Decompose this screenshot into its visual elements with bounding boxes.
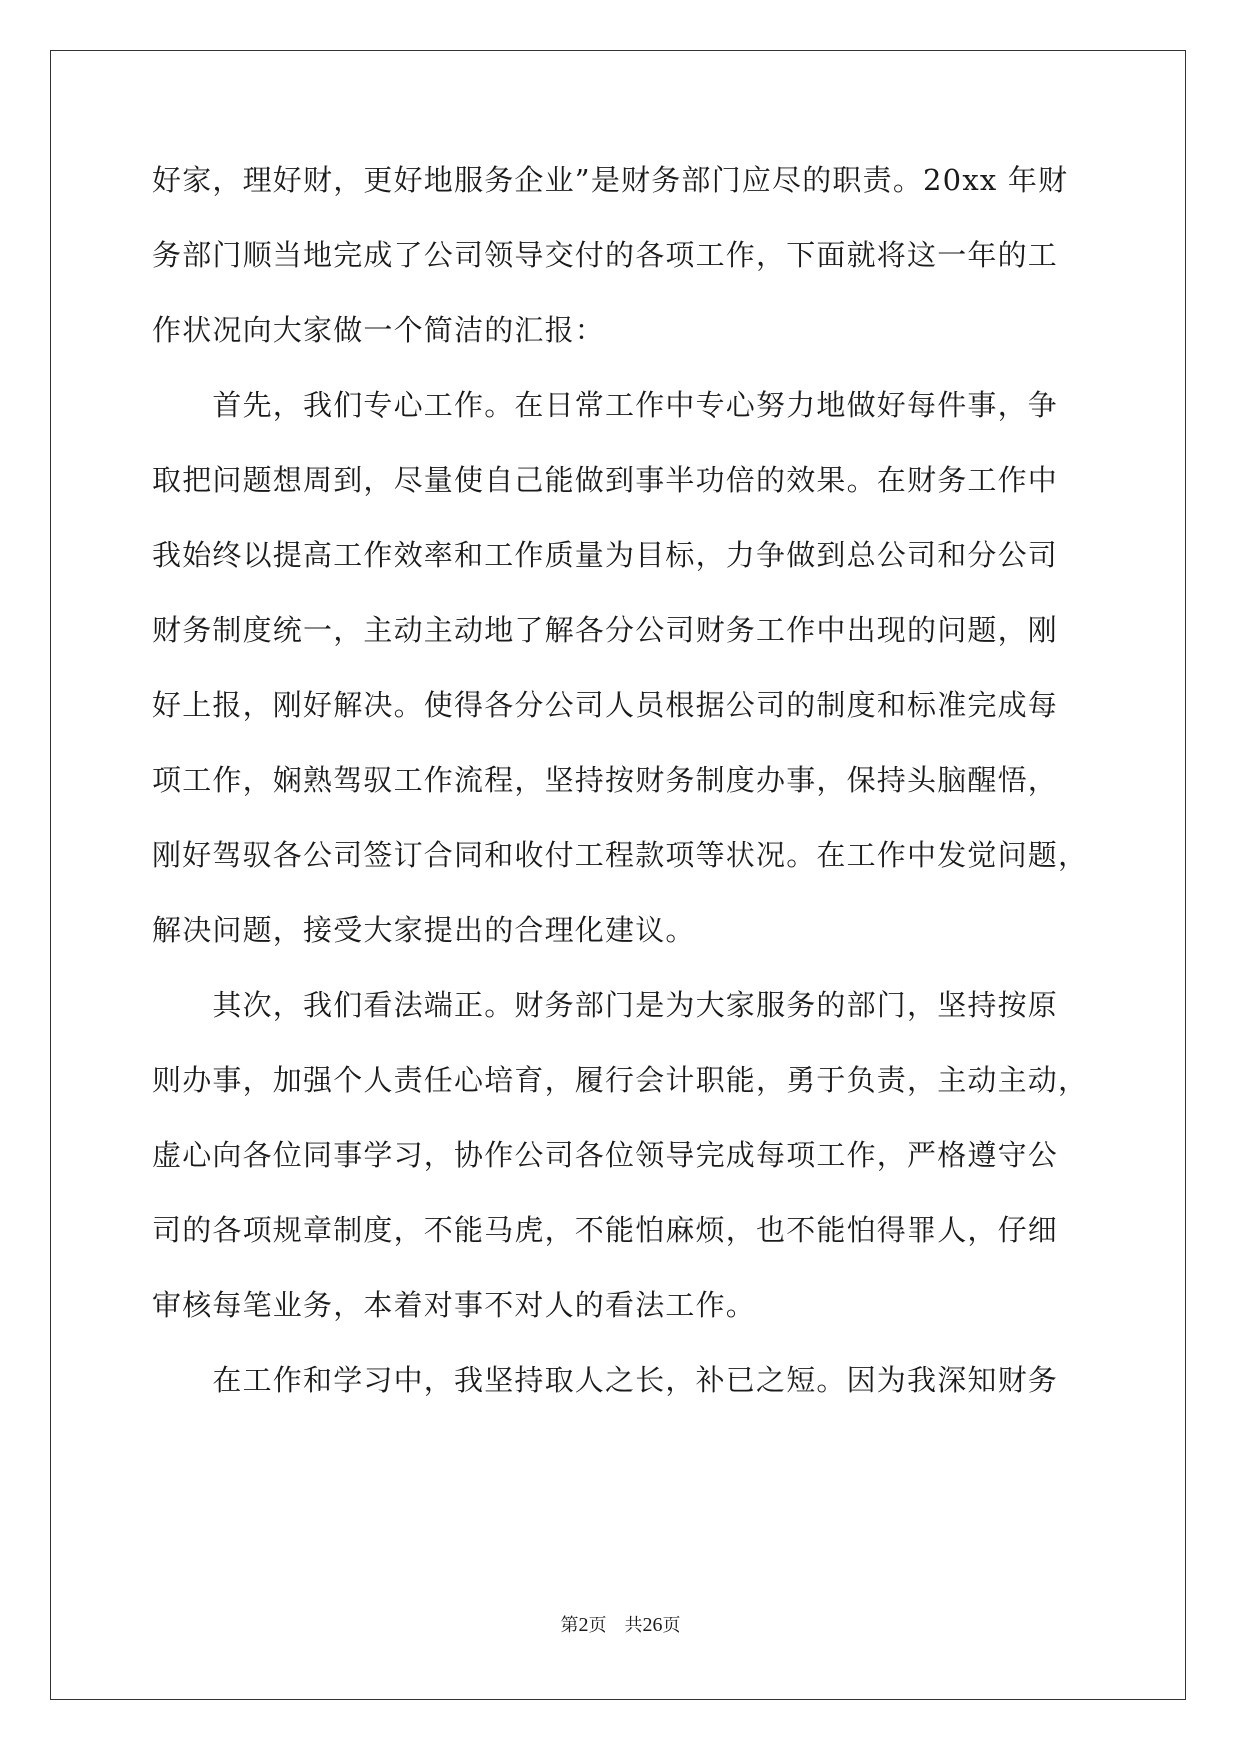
text-line: 则办事，加强个人责任心培育，履行会计职能，勇于负责，主动主动， bbox=[152, 1063, 1089, 1097]
text-line: 在工作和学习中，我坚持取人之长，补已之短。因为我深知财务 bbox=[152, 1363, 1059, 1397]
text-line: 首先，我们专心工作。在日常工作中专心努力地做好每件事，争 bbox=[152, 388, 1059, 422]
text-line: 虚心向各位同事学习，协作公司各位领导完成每项工作，严格遵守公 bbox=[152, 1138, 1059, 1172]
text-line: 项工作，娴熟驾驭工作流程，坚持按财务制度办事，保持头脑醒悟， bbox=[152, 763, 1059, 797]
text-line: 财务制度统一，主动主动地了解各分公司财务工作中出现的问题，刚 bbox=[152, 613, 1059, 647]
text-line: 其次，我们看法端正。财务部门是为大家服务的部门，坚持按原 bbox=[152, 988, 1059, 1022]
page-label-suffix: 页 bbox=[588, 1615, 607, 1635]
total-suffix: 页 bbox=[662, 1615, 681, 1635]
page-number: 2 bbox=[578, 1614, 589, 1636]
total-prefix: 共 bbox=[624, 1615, 643, 1635]
text-line: 我始终以提高工作效率和工作质量为目标，力争做到总公司和分公司 bbox=[152, 538, 1059, 572]
page-border bbox=[50, 50, 1186, 1700]
page-footer bbox=[0, 1611, 1241, 1637]
text-line: 司的各项规章制度，不能马虎，不能怕麻烦，也不能怕得罪人，仔细 bbox=[152, 1213, 1059, 1247]
text-line: 作状况向大家做一个简洁的汇报： bbox=[152, 313, 606, 347]
text-line: 好上报，刚好解决。使得各分公司人员根据公司的制度和标准完成每 bbox=[152, 688, 1059, 722]
page-label-prefix: 第 bbox=[560, 1615, 579, 1635]
text-line: 解决问题，接受大家提出的合理化建议。 bbox=[152, 913, 696, 947]
text-line: 务部门顺当地完成了公司领导交付的各项工作，下面就将这一年的工 bbox=[152, 238, 1059, 272]
text-line: 取把问题想周到，尽量使自己能做到事半功倍的效果。在财务工作中 bbox=[152, 463, 1059, 497]
text-line: 刚好驾驭各公司签订合同和收付工程款项等状况。在工作中发觉问题， bbox=[152, 838, 1089, 872]
text-line: 审核每笔业务，本着对事不对人的看法工作。 bbox=[152, 1288, 757, 1322]
total-pages: 26 bbox=[642, 1614, 663, 1636]
text-line: 好家，理好财，更好地服务企业”是财务部门应尽的职责。20xx 年财 bbox=[152, 163, 1069, 197]
